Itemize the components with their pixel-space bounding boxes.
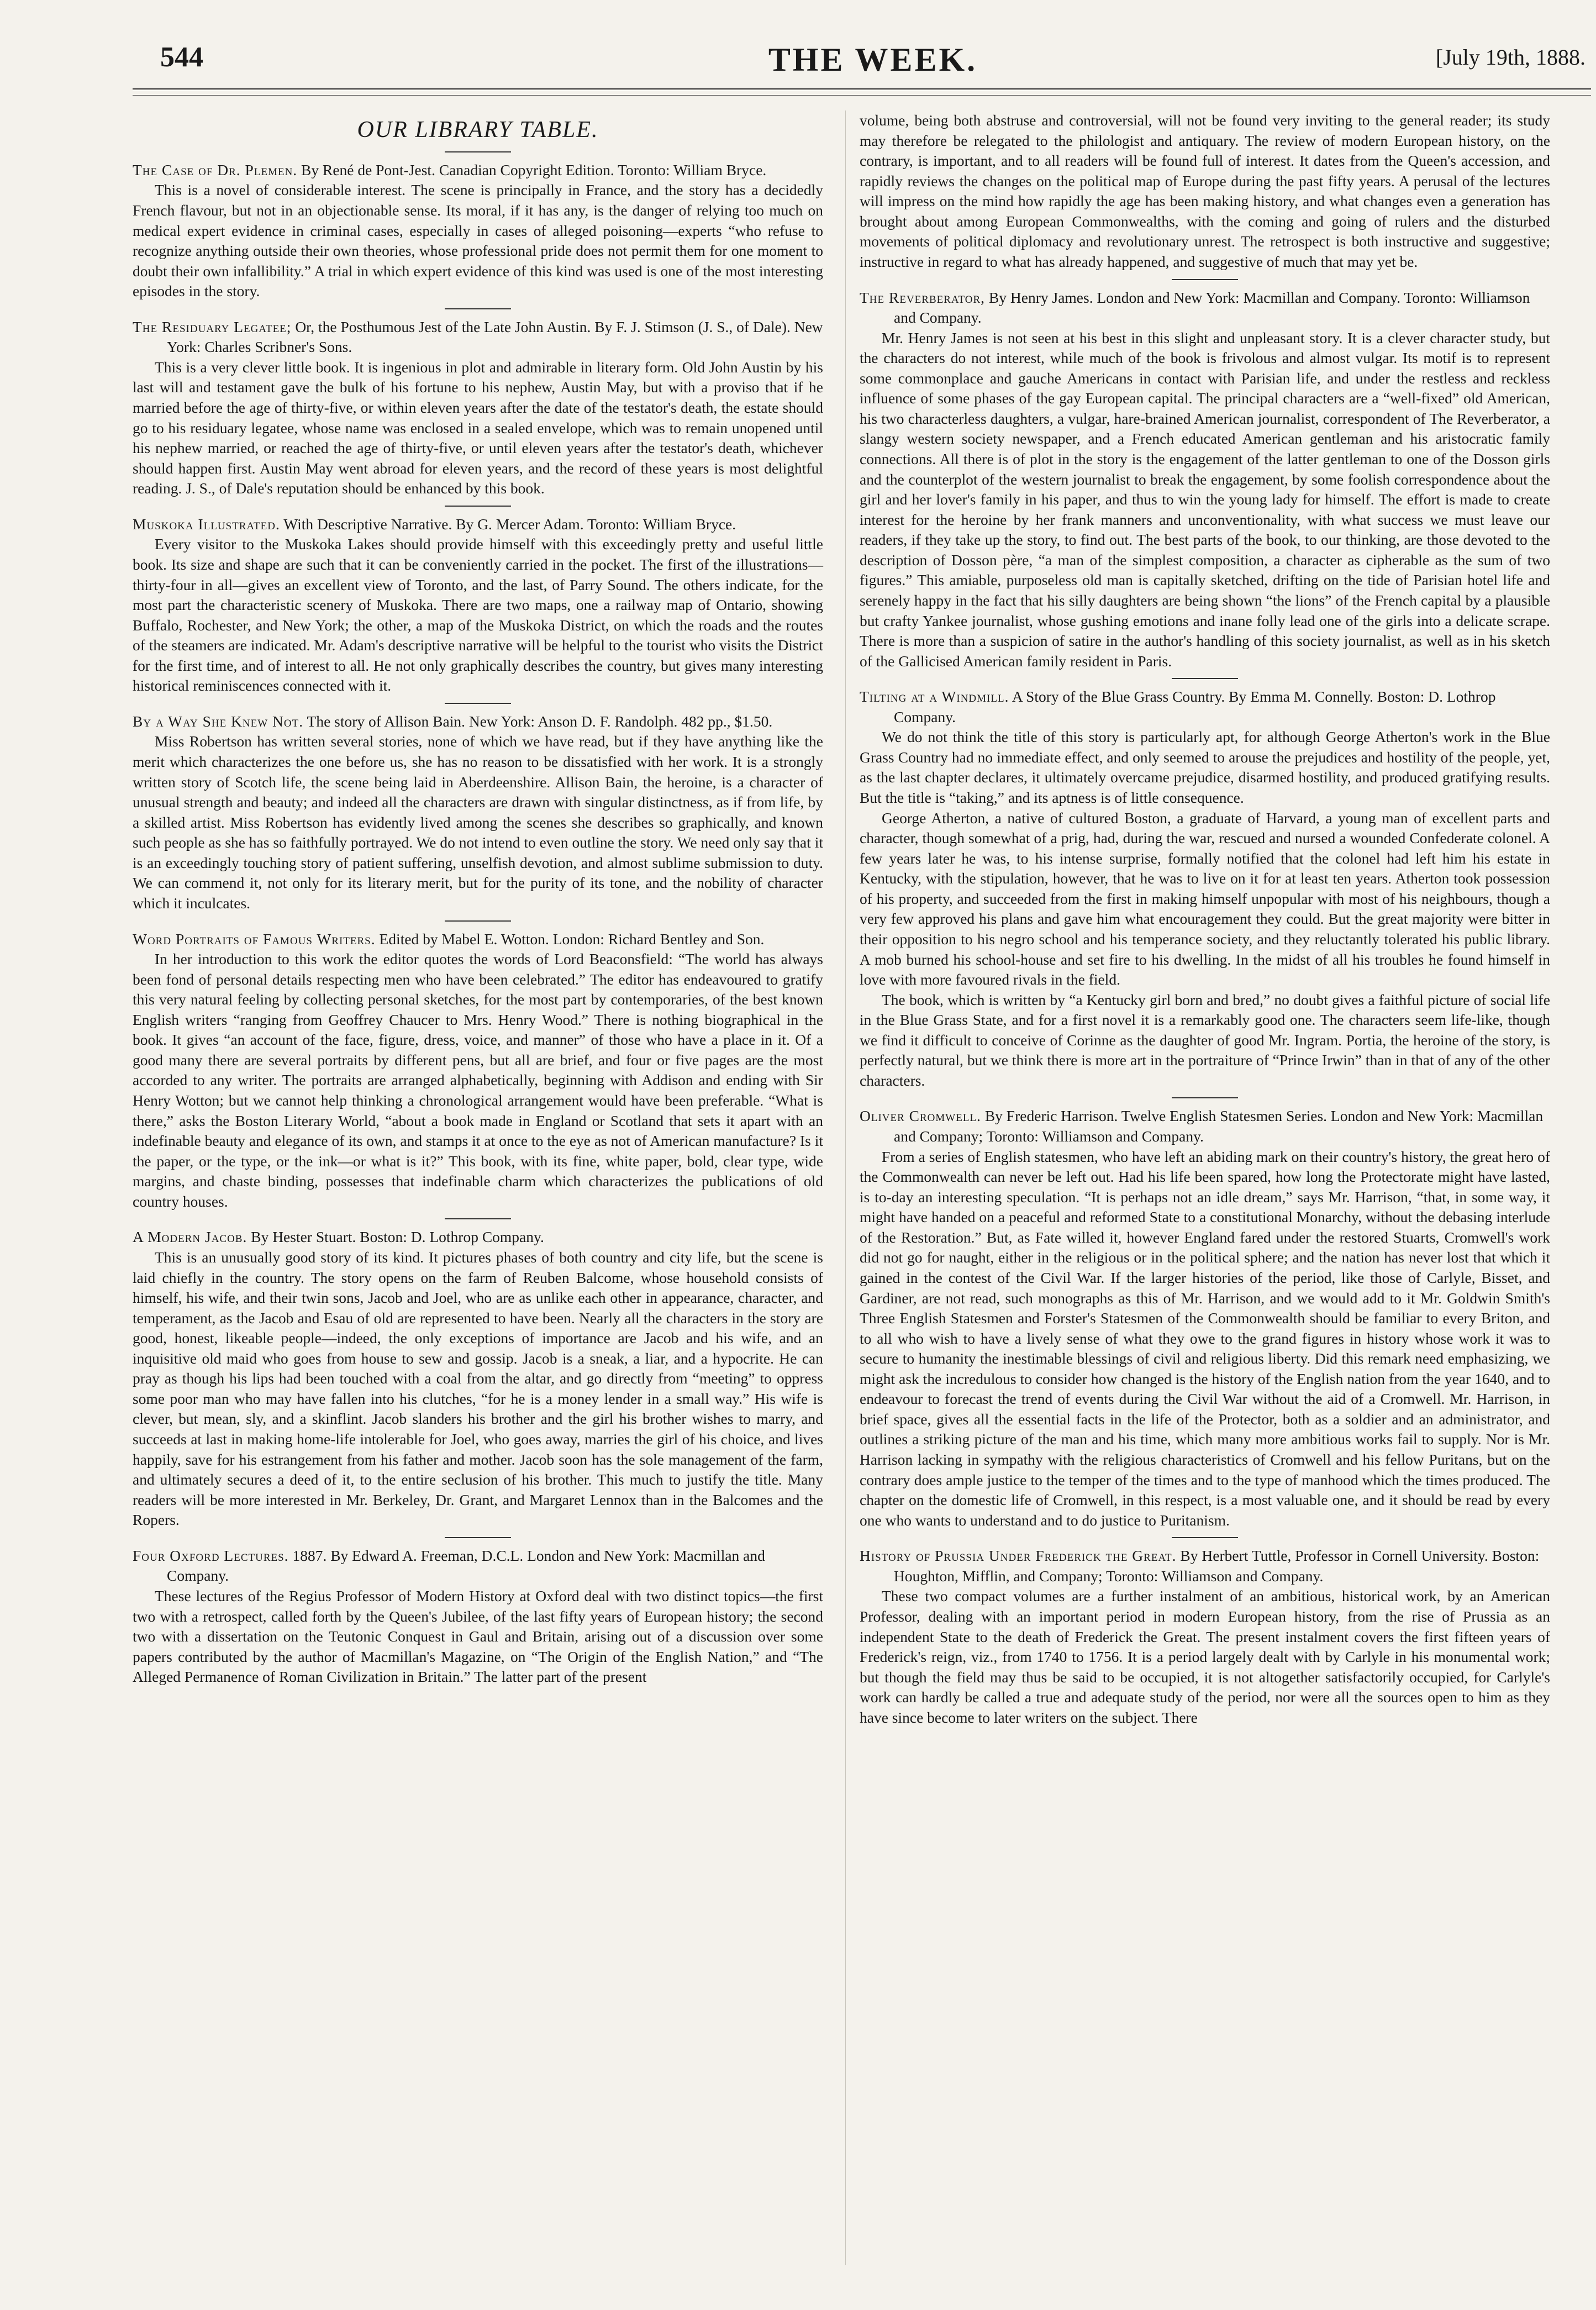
review-entry [860,1106,1550,1530]
review-paragraph: This is an unusually good story of its kind. It pictures phases of both country and city life, but the scene is laid chiefly in the country. The story opens on the farm of Reuben Balcome, whose household consists of himself, his wife, and their twin sons, Jacob and Joel, who are as unlike each other in appearance, character, and temperament, as the Jacob and Esau of old are represented to have been. Nearly all the characters in the story are good, honest, likeable people—indeed, the only exceptions of importance are Jacob and his wife, and an inquisitive old maid who goes from house to sew and gossip. Jacob is a sneak, a liar, and a hypocrite. He can pray as though his lips had been touched with a coal from the altar, and go directly from “meeting” to oppress some poor man who may have fallen into his clutches, “for he is a money lender in a small way.” His wife is clever, but mean, sly, and a skinflint. Jacob slanders his brother and the girl his brother wishes to marry, and succeeds at last in making home-life intolerable for Joel, who goes away, marries the girl of his choice, and lives happily, save for his estrangement from his father and mother. Jacob soon has the sole management of the farm, and ultimately secures a deed of it, to the entire seclusion of his brother. This much to justify the title. Many readers will be more interested in Mr. Berkeley, Dr. Grant, and Margaret Lennox than in the Balcomes and the Ropers. [133,1248,823,1529]
review-entry [133,712,823,914]
issue-date: [July 19th, 1888. [1435,45,1586,70]
review-paragraph: From a series of English statesmen, who have left an abiding mark on their country's history, the great hero of the Commonwealth can never be left out. Had his life been spared, how long the Protectorate might have lasted, is to-day an interesting speculation. “It is perhaps not an idle dream,” says Mr. Harrison, “that, in some way, it might have handed on a peaceful and reformed State to a constitutional Monarchy, without the debasing interlude of the Restoration.” But, as Fate willed it, however England fared under the restored Stuarts, Cromwell's work did not go for naught, either in the religious or in the political sphere; and the nation has never lost that which it gained in the contest of the Civil War. If the larger histories of the period, like those of Carlyle, Bisset, and Gardiner, are not read, such monographs as this of Mr. Harrison, and we would add to it Mr. Goldwin Smith's Three English Statesmen and Forster's Statesmen of the Commonwealth should be familiar to every Briton, and to all who wish to have a lively sense of what they owe to the grand figures in history whose work it was to secure to humanity the inestimable blessings of civil and religious liberty. Did this remark need emphasizing, we might ask the incredulous to consider how changed is the history of the English nation from the year 1640, and to endeavour to forecast the trend of events during the Civil War without the aid of a Cromwell. Mr. Harrison, in brief space, gives all the essential facts in the life of the Protector, both as a soldier and an administrator, and outlines a striking picture of the man and his time, which many more ambitious works fail to supply. Nor is Mr. Harrison lacking in sympathy with the religious characteristics of Cromwell and his fellow Puritans, but on the contrary does ample justice to the temper of the times and to the type of manhood which the times produced. The chapter on the domestic life of Cromwell, in this respect, is a most valuable one, and it should be read by every one who wants to understand and to do justice to Puritanism. [860,1148,1550,1529]
review-heading [133,1227,823,1248]
review-title: By a Way She Knew Not. [133,712,304,730]
entry-separator [445,920,511,922]
review-title: Word Portraits of Famous Writers. [133,930,376,948]
review-entry [860,288,1550,672]
left-entries [133,160,823,1687]
review-title: The Residuary Legatee; [133,318,292,335]
review-byline: By René de Pont-Jest. Canadian Copyright Edition. Toronto: William Bryce. [301,161,767,178]
review-heading [133,1546,823,1586]
column-divider [845,110,846,2265]
review-paragraph: George Atherton, a native of cultured Boston, a graduate of Harvard, a young man of excellent parts and character, though somewhat of a prig, had, during the war, rescued and nursed a wounded Confederate colonel. A few years later he was, to his intense surprise, formally notified that the colonel had left him his estate in Kentucky, with the stipulation, however, that he was to live on it for at least ten years. Atherton took possession of his property, and succeeded from the first in making himself unpopular with most of his neighbours, though a very few approved his plans and gave him what encouragement they could. But the great majority were bitter in their opposition to his negro school and his temperance society, and they reluctantly tolerated his public library. A mob burned his school-house and set fire to his dwelling. In the midst of all his troubles he found himself in love with more favoured rivals in the field. [860,809,1550,988]
review-entry [133,1227,823,1530]
review-title: Oliver Cromwell. [860,1107,981,1125]
review-byline: By Henry James. London and New York: Macmillan and Company. Toronto: Williamson and Company. [894,288,1530,327]
review-entry [133,160,823,302]
review-paragraph: These lectures of the Regius Professor of Modern History at Oxford deal with two distinct topics—the first two with a retrospect, called forth by the Queen's Jubilee, of the last fifty years of European history; the second two with a dissertation on the Teutonic Conquest in Gaul and Britain, arising out of a discussion over some papers contributed by the author of Macmillan's Magazine, on “The Origin of the English Nation,” and “The Alleged Permanence of Roman Civilization in Britain.” The latter part of the present [133,1587,823,1686]
right-entries [860,110,1550,1728]
entry-separator [445,1218,511,1219]
masthead [160,41,1586,80]
entry-separator [1172,279,1238,280]
section-rule [445,151,511,152]
review-title: Muskoka Illustrated. [133,515,280,533]
masthead-rule-secondary [133,95,1591,96]
review-heading [133,929,823,950]
page-number: 544 [160,41,203,73]
review-paragraph: volume, being both abstruse and controversial, will not be found very inviting to the general reader; its study may therefore be relegated to the philologist and antiquary. The review of modern European history, on the contrary, is important, and to all readers will be found full of interest. It dates from the Queen's accession, and rapidly reviews the changes on the political map of Europe during the past fifty years. A perusal of the lectures will impress on the mind how rapidly the age has been making history, and what changes even a generation has brought about among European Commonwealths, with the coming and going of rulers and the disturbed movements of political diplomacy and revolutionary unrest. The retrospect is both instructive and suggestive; instructive in regard to what has already happened, and suggestive of much that may yet be. [860,112,1550,270]
review-heading [133,712,823,732]
review-byline: With Descriptive Narrative. By G. Mercer Adam. Toronto: William Bryce. [283,515,736,533]
review-heading [860,288,1550,328]
review-title: Tilting at a Windmill. [860,688,1009,706]
review-entry [860,110,1550,272]
review-paragraph: The book, which is written by “a Kentucky girl born and bred,” no doubt gives a faithful picture of social life in the Blue Grass State, and for a first novel it is a remarkably good one. The characters seem life-like, though we find it difficult to conceive of Corinne as the daughter of good Mr. Ingram. Portia, the heroine of the story, is perfectly natural, but we think there is more art in the portraiture of “Prince Irwin” than in that of any of the other characters. [860,991,1550,1089]
entry-separator [445,703,511,704]
masthead-rule [133,88,1591,90]
review-entry [860,687,1550,1091]
review-title: The Reverberator, [860,288,986,306]
review-paragraph: Mr. Henry James is not seen at his best in this slight and unpleasant story. It is a clever character study, but the characters do not interest, while much of the book is frivolous and almost vulgar. Its motif is to represent some commonplace and gauche Americans in contact with Parisian life, and under the restless and reckless influence of some phases of the gay European capital. The principal characters are a “well-fixed” old American, his two characterless daughters, a vulgar, hare-brained American journalist, correspondent of The Reverberator, a slangy western society newspaper, and a French educated American gentleman and his aristocratic family connections. All there is of plot in the story is the engagement of the latter gentleman to one of the Dosson girls and the counterplot of the western journalist to break the engagement, by some foolish correspondence about the girl and her lover's family in his paper, and thus to win the young lady for himself. The effort is made to create interest for the heroine by her frank manners and unconventionality, with what success we must leave our readers, if they take up the story, to find out. The best parts of the book, to our thinking, are those devoted to the description of Dosson père, “a man of the simplest composition, a character as cipherable as the sum of two figures.” This amiable, purposeless old man is capitally sketched, drifting on the tide of Parisian hotel life and serenely happy in the fact that his silly daughters are being shown “the lions” of the French capital by a plausible but crafty Yankee journalist, whose gushing emotions and inane folly lead one of the girls into a delicate scrape. There is more than a suspicion of satire in the author's handling of this society journalist, as well as in his sketch of the Gallicised American family resident in Paris. [860,329,1550,670]
review-paragraph: Miss Robertson has written several stories, none of which we have read, but if they have anything like the merit which characterizes the one before us, she has no reason to be dissatisfied with her work. It is a strongly written story of Scotch life, the scene being laid in Aberdeenshire. Allison Bain, the heroine, is a character of unusual strength and beauty; and indeed all the characters are drawn with singular distinctness, as if from life, by a skilled artist. Miss Robertson has evidently lived among the scenes she describes so graphically, and known such people as she has so faithfully portrayed. We do not intend to even outline the story. We need only say that it is an exceedingly touching story of patient suffering, unselfish devotion, and almost sublime submission to duty. We can commend it, not only for its literary merit, but for the purity of its tone, and the nobility of character which it inculcates. [133,733,823,912]
entry-separator [445,1537,511,1538]
review-title: A Modern Jacob. [133,1228,247,1246]
review-byline: A Story of the Blue Grass Country. By Emma M. Connelly. Boston: D. Lothrop Company. [894,688,1496,725]
review-heading [133,514,823,535]
review-paragraph: These two compact volumes are a further instalment of an ambitious, historical work, by an American Professor, dealing with an important period in modern European history, from the rise of Prussia as an independent State to the death of Frederick the Great. The present instalment covers the first fifteen years of Frederick's reign, viz., from 1740 to 1756. It is a period largely dealt with by Carlyle in his monumental work; but though the field may thus be said to be occupied, it is not altogether satisfactorily occupied, for Carlyle's work can hardly be called a true and adequate study of the period, nor were all the sources open to him as they have since become to later writers on the subject. There [860,1587,1550,1726]
review-heading [133,160,823,181]
review-paragraph: In her introduction to this work the editor quotes the words of Lord Beaconsfield: “The world has always been fond of personal details respecting men who have been celebrated.” The editor has endeavoured to gratify this very natural feeling by collecting personal sketches, for the most part by contemporaries, of the best known English writers “ranging from Geoffrey Chaucer to Mrs. Henry Wood.” There is nothing biographical in the book. It gives “an account of the face, figure, dress, voice, and manner” of those who have a place in it. Of a good many there are several portraits by different pens, but all are brief, and four or five pages are the most accorded to any writer. The portraits are arranged alphabetically, beginning with Addison and ending with Sir Henry Wotton; but we cannot help thinking a chronological arrangement would have been preferable. “What is there,” asks the Boston Literary World, “about a book made in England or Scotland that sets it apart with an indefinable beauty and elegance of its own, and stamps it at once to the eye as not of American manufacture? Is it the paper, or the type, or the ink—or what is it?” This book, with its fine, white paper, bold, clear type, wide margins, and chaste binding, possesses that indefinable charm which characterizes the publications of old country houses. [133,950,823,1210]
entry-separator [1172,1537,1238,1538]
review-title: Four Oxford Lectures. [133,1546,289,1564]
entry-separator [1172,1097,1238,1098]
review-paragraph: This is a novel of considerable interest. The scene is principally in France, and the story has a decidedly French flavour, but not in an objectionable sense. Its moral, if it has any, is the danger of relying too much on medical expert evidence in criminal cases, especially in cases of alleged poisoning—experts “who refuse to recognize anything outside their own theories, whose professional pride does not permit them for one moment to doubt their own infallibility.” A trial in which expert evidence of this kind was used is one of the most interesting episodes in the story. [133,181,823,300]
review-entry [133,1546,823,1687]
left-column [133,110,823,1694]
review-byline: By Frederic Harrison. Twelve English Statesmen Series. London and New York: Macmillan and Company; Toronto: Williamson and Company. [894,1107,1544,1145]
review-title: The Case of Dr. Plemen. [133,161,298,178]
review-paragraph: This is a very clever little book. It is ingenious in plot and admirable in literary form. Old John Austin by his last will and testament gave the bulk of his fortune to his nephew, Austin May, but with a proviso that if he married before the age of thirty-five, or within eleven years after the date of the testator's death, the estate should go to his residuary legatee, whose name was enclosed in a sealed envelope, which was to remain unopened until his nephew married, or reached the age of thirty-five, or until eleven years after the testator's death, whichever should happen first. Austin May went abroad for eleven years, and the record of these years is most delightful reading. J. S., of Dale's reputation should be enhanced by this book. [133,358,823,497]
review-entry [860,1546,1550,1728]
review-byline: The story of Allison Bain. New York: Anson D. F. Randolph. 482 pp., $1.50. [307,712,773,730]
review-heading [860,1106,1550,1146]
entry-separator [1172,678,1238,679]
review-title: History of Prussia Under Frederick the Great. [860,1547,1177,1565]
review-byline: 1887. By Edward A. Freeman, D.C.L. London and New York: Macmillan and Company. [167,1546,765,1585]
review-entry [133,929,823,1212]
right-column [860,110,1550,1734]
entry-separator [445,308,511,309]
review-heading [860,1546,1550,1586]
entry-separator [445,506,511,507]
section-title: OUR LIBRARY TABLE. [357,117,599,143]
review-byline: By Herbert Tuttle, Professor in Cornell University. Boston: Houghton, Mifflin, and Company; Toronto: Williamson and Company. [894,1547,1540,1585]
publication-title: THE WEEK. [768,41,978,78]
review-byline: Edited by Mabel E. Wotton. London: Richard Bentley and Son. [379,930,765,948]
review-entry [133,317,823,499]
review-heading [860,687,1550,727]
review-paragraph: We do not think the title of this story is particularly apt, for although George Atherton's work in the Blue Grass Country had no immediate effect, and only seemed to arouse the prejudices and hostility of the people, yet, as the last chapter declares, it ultimately overcame prejudice, disarmed hostility, and produced gratifying results. But the title is “taking,” and its aptness is of little consequence. [860,728,1550,806]
review-heading [133,317,823,357]
review-entry [133,514,823,696]
review-paragraph: Every visitor to the Muskoka Lakes should provide himself with this exceedingly pretty and useful little book. Its size and shape are such that it can be conveniently carried in the pocket. The first of the illustrations—thirty-four in all—gives an excellent view of Toronto, and the last, of Parry Sound. The others indicate, for the most part the characteristic scenery of Muskoka. There are two maps, one a railway map of Ontario, showing Buffalo, Rochester, and New York; the other, a map of the Muskoka District, on which the roads and the routes of the steamers are indicated. Mr. Adam's descriptive narrative will be helpful to the tourist who visits the District for the first time, and of interest to all. He not only graphically describes the country, but gives many interesting historical reminiscences connected with it. [133,535,823,694]
review-byline: Or, the Posthumous Jest of the Late John Austin. By F. J. Stimson (J. S., of Dale). New York: Charles Scribner's Sons. [167,318,823,356]
review-byline: By Hester Stuart. Boston: D. Lothrop Company. [251,1228,544,1246]
